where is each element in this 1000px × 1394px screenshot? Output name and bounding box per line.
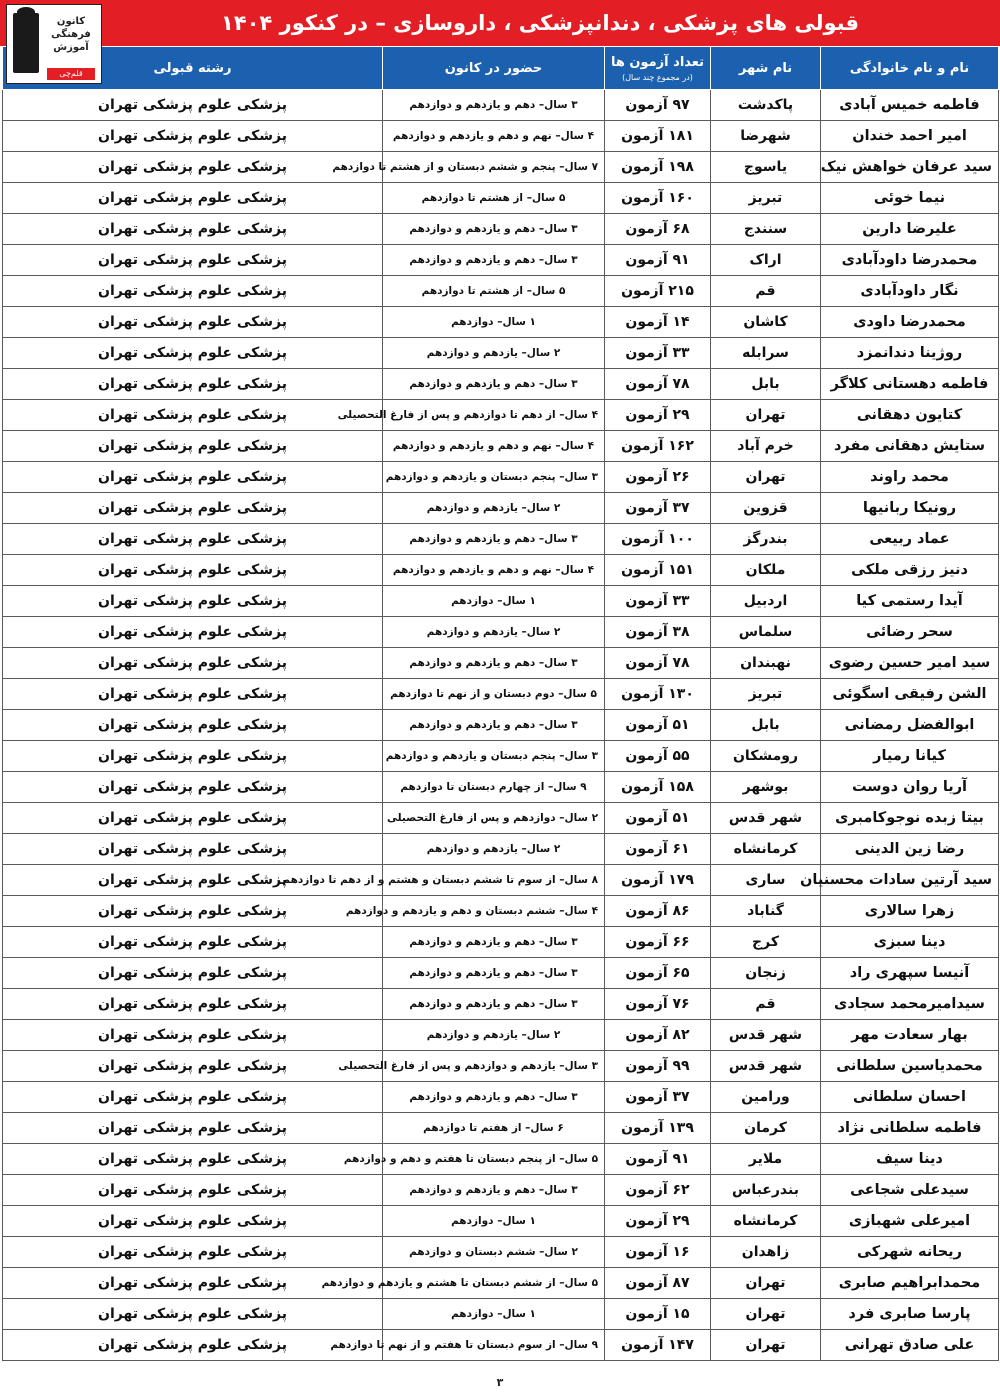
cell-accepted-field: پزشکی علوم پزشکی تهران (3, 369, 383, 400)
cell-exam-count: ۱۶۲ آزمون (605, 431, 711, 462)
cell-accepted-field: پزشکی علوم پزشکی تهران (3, 152, 383, 183)
cell-city: تبریز (711, 183, 821, 214)
cell-name: رضا زین الدینی (821, 834, 999, 865)
cell-exam-count: ۱۵۱ آزمون (605, 555, 711, 586)
table-row (3, 90, 999, 121)
cell-exam-count: ۹۹ آزمون (605, 1051, 711, 1082)
cell-name: کیانا رمیار (821, 741, 999, 772)
table-row (3, 586, 999, 617)
cell-accepted-field: پزشکی علوم پزشکی تهران (3, 338, 383, 369)
cell-accepted-field: پزشکی علوم پزشکی تهران (3, 307, 383, 338)
cell-accepted-field: پزشکی علوم پزشکی تهران (3, 586, 383, 617)
cell-exam-count: ۵۱ آزمون (605, 803, 711, 834)
cell-presence: ۲ سال– دوازدهم و پس از فارغ التحصیلی (383, 803, 605, 834)
cell-accepted-field: پزشکی علوم پزشکی تهران (3, 183, 383, 214)
cell-accepted-field: پزشکی علوم پزشکی تهران (3, 245, 383, 276)
cell-city: قزوین (711, 493, 821, 524)
cell-exam-count: ۱۳۰ آزمون (605, 679, 711, 710)
table-row (3, 865, 999, 896)
cell-accepted-field: پزشکی علوم پزشکی تهران (3, 462, 383, 493)
cell-accepted-field: پزشکی علوم پزشکی تهران (3, 214, 383, 245)
cell-city: بوشهر (711, 772, 821, 803)
cell-name: آیدا رستمی کیا (821, 586, 999, 617)
kanoon-logo (6, 4, 102, 84)
cell-exam-count: ۲۱۵ آزمون (605, 276, 711, 307)
cell-name: نیما خوئی (821, 183, 999, 214)
cell-city: بابل (711, 369, 821, 400)
table-header-row (3, 47, 999, 90)
cell-city: ورامین (711, 1082, 821, 1113)
table-row (3, 1330, 999, 1361)
cell-name: سیدعلی شجاعی (821, 1175, 999, 1206)
cell-city: کرمان (711, 1113, 821, 1144)
cell-presence: ۳ سال– دهم و یازدهم و دوازدهم (383, 90, 605, 121)
cell-accepted-field: پزشکی علوم پزشکی تهران (3, 1113, 383, 1144)
cell-name: فاطمه سلطانی نژاد (821, 1113, 999, 1144)
cell-presence: ۴ سال– از دهم تا دوازدهم و پس از فارغ التحصیلی (383, 400, 605, 431)
cell-presence: ۳ سال– دهم و یازدهم و دوازدهم (383, 958, 605, 989)
cell-exam-count: ۳۸ آزمون (605, 617, 711, 648)
cell-accepted-field: پزشکی علوم پزشکی تهران (3, 493, 383, 524)
cell-name: کتایون دهقانی (821, 400, 999, 431)
cell-city: زنجان (711, 958, 821, 989)
cell-name: آنیسا سپهری راد (821, 958, 999, 989)
cell-accepted-field: پزشکی علوم پزشکی تهران (3, 1206, 383, 1237)
cell-presence: ۴ سال– نهم و دهم و یازدهم و دوازدهم (383, 431, 605, 462)
table-row (3, 400, 999, 431)
cell-city: یاسوج (711, 152, 821, 183)
cell-exam-count: ۱۹۸ آزمون (605, 152, 711, 183)
table-row (3, 617, 999, 648)
cell-accepted-field: پزشکی علوم پزشکی تهران (3, 90, 383, 121)
cell-name: محمدیاسین سلطانی (821, 1051, 999, 1082)
cell-exam-count: ۱۷۹ آزمون (605, 865, 711, 896)
cell-exam-count: ۲۹ آزمون (605, 400, 711, 431)
cell-presence: ۳ سال– دهم و یازدهم و دوازدهم (383, 927, 605, 958)
cell-city: خرم آباد (711, 431, 821, 462)
column-header-name: نام و نام خانوادگی (821, 47, 999, 90)
cell-exam-count: ۱۸۱ آزمون (605, 121, 711, 152)
cell-exam-count: ۹۷ آزمون (605, 90, 711, 121)
table-row (3, 1020, 999, 1051)
cell-name: بهار سعادت مهر (821, 1020, 999, 1051)
cell-exam-count: ۸۷ آزمون (605, 1268, 711, 1299)
cell-city: گناباد (711, 896, 821, 927)
table-row (3, 462, 999, 493)
cell-exam-count: ۳۳ آزمون (605, 338, 711, 369)
cell-presence: ۱ سال– دوازدهم (383, 586, 605, 617)
cell-name: ریحانه شهرکی (821, 1237, 999, 1268)
table-row (3, 772, 999, 803)
cell-exam-count: ۱۴۷ آزمون (605, 1330, 711, 1361)
cell-accepted-field: پزشکی علوم پزشکی تهران (3, 555, 383, 586)
cell-city: شهر قدس (711, 1020, 821, 1051)
cell-city: زاهدان (711, 1237, 821, 1268)
table-row (3, 679, 999, 710)
table-row (3, 1113, 999, 1144)
cell-name: رونیکا ربانیها (821, 493, 999, 524)
cell-presence: ۸ سال– از سوم تا ششم دبستان و هشتم و از دهم تا دوازدهم (383, 865, 605, 896)
cell-name: سید عرفان خواهش نیک (821, 152, 999, 183)
cell-city: سلماس (711, 617, 821, 648)
cell-name: ستایش دهقانی مفرد (821, 431, 999, 462)
cell-exam-count: ۶۱ آزمون (605, 834, 711, 865)
cell-name: علیرضا دارین (821, 214, 999, 245)
cell-accepted-field: پزشکی علوم پزشکی تهران (3, 741, 383, 772)
cell-accepted-field: پزشکی علوم پزشکی تهران (3, 958, 383, 989)
table-row (3, 1144, 999, 1175)
cell-presence: ۴ سال– نهم و دهم و یازدهم و دوازدهم (383, 555, 605, 586)
cell-name: فاطمه دهستانی کلاگر (821, 369, 999, 400)
cell-name: آریا روان دوست (821, 772, 999, 803)
cell-exam-count: ۳۷ آزمون (605, 493, 711, 524)
cell-name: نگار داودآبادی (821, 276, 999, 307)
table-row (3, 276, 999, 307)
cell-presence: ۵ سال– از پنجم دبستان تا هفتم و دهم و دوازدهم (383, 1144, 605, 1175)
cell-exam-count: ۶۶ آزمون (605, 927, 711, 958)
cell-exam-count: ۱۶۰ آزمون (605, 183, 711, 214)
cell-accepted-field: پزشکی علوم پزشکی تهران (3, 710, 383, 741)
table-row (3, 431, 999, 462)
column-header-city: نام شهر (711, 47, 821, 90)
cell-presence: ۱ سال– دوازدهم (383, 1299, 605, 1330)
cell-city: کاشان (711, 307, 821, 338)
cell-presence: ۷ سال– پنجم و ششم دبستان و از هشتم تا دوازدهم (383, 152, 605, 183)
cell-city: تهران (711, 1330, 821, 1361)
table-row (3, 834, 999, 865)
table-row (3, 803, 999, 834)
cell-presence: ۹ سال– از چهارم دبستان تا دوازدهم (383, 772, 605, 803)
cell-city: تبریز (711, 679, 821, 710)
cell-accepted-field: پزشکی علوم پزشکی تهران (3, 1020, 383, 1051)
table-row (3, 307, 999, 338)
cell-presence: ۴ سال– نهم و دهم و یازدهم و دوازدهم (383, 121, 605, 152)
cell-city: نهبندان (711, 648, 821, 679)
cell-city: پاکدشت (711, 90, 821, 121)
cell-accepted-field: پزشکی علوم پزشکی تهران (3, 524, 383, 555)
cell-name: سیدامیرمحمد سجادی (821, 989, 999, 1020)
table-row (3, 1175, 999, 1206)
cell-presence: ۲ سال– یازدهم و دوازدهم (383, 617, 605, 648)
table-body (3, 90, 999, 1361)
cell-accepted-field: پزشکی علوم پزشکی تهران (3, 772, 383, 803)
cell-name: امیر احمد خندان (821, 121, 999, 152)
cell-accepted-field: پزشکی علوم پزشکی تهران (3, 1299, 383, 1330)
column-header-field: رشته قبولی (3, 47, 383, 90)
page-number: ۳ (496, 1376, 504, 1389)
table-row (3, 1299, 999, 1330)
cell-city: شهر قدس (711, 1051, 821, 1082)
table-row (3, 121, 999, 152)
cell-city: کرمانشاه (711, 834, 821, 865)
cell-name: علی صادق تهرانی (821, 1330, 999, 1361)
cell-name: سید امیر حسین رضوی (821, 648, 999, 679)
table-row (3, 493, 999, 524)
cell-exam-count: ۲۶ آزمون (605, 462, 711, 493)
table-row (3, 927, 999, 958)
table-row (3, 338, 999, 369)
cell-presence: ۵ سال– از هشتم تا دوازدهم (383, 183, 605, 214)
cell-city: شهر قدس (711, 803, 821, 834)
cell-exam-count: ۶۵ آزمون (605, 958, 711, 989)
title-banner (0, 0, 1000, 46)
cell-presence: ۳ سال– دهم و یازدهم و دوازدهم (383, 214, 605, 245)
cell-city: ساری (711, 865, 821, 896)
table-row (3, 710, 999, 741)
cell-name: محمدابراهیم صابری (821, 1268, 999, 1299)
cell-accepted-field: پزشکی علوم پزشکی تهران (3, 648, 383, 679)
cell-presence: ۵ سال– از ششم دبستان تا هشتم و یازدهم و دوازدهم (383, 1268, 605, 1299)
cell-city: ملایر (711, 1144, 821, 1175)
results-table (2, 46, 999, 1361)
cell-name: روژینا دندانمزد (821, 338, 999, 369)
cell-city: کرج (711, 927, 821, 958)
cell-accepted-field: پزشکی علوم پزشکی تهران (3, 927, 383, 958)
cell-name: دینا سیف (821, 1144, 999, 1175)
table-row (3, 214, 999, 245)
cell-city: تهران (711, 400, 821, 431)
cell-exam-count: ۳۳ آزمون (605, 586, 711, 617)
table-row (3, 1206, 999, 1237)
table-row (3, 183, 999, 214)
cell-exam-count: ۲۹ آزمون (605, 1206, 711, 1237)
table-row (3, 1051, 999, 1082)
cell-presence: ۳ سال– دهم و یازدهم و دوازدهم (383, 710, 605, 741)
cell-name: زهرا سالاری (821, 896, 999, 927)
table-row (3, 245, 999, 276)
cell-name: ابوالفضل رمضانی (821, 710, 999, 741)
cell-exam-count: ۹۱ آزمون (605, 245, 711, 276)
cell-city: تهران (711, 1299, 821, 1330)
cell-name: سید آرتین سادات محسنیان (821, 865, 999, 896)
cell-presence: ۳ سال– دهم و یازدهم و دوازدهم (383, 1082, 605, 1113)
cell-exam-count: ۹۱ آزمون (605, 1144, 711, 1175)
page-title: قبولی های پزشکی ، دندانپزشکی ، داروسازی – در کنکور ۱۴۰۴ (221, 11, 859, 35)
table-row (3, 958, 999, 989)
cell-presence: ۹ سال– از سوم دبستان تا هفتم و از نهم تا دوازدهم (383, 1330, 605, 1361)
graduate-icon (13, 13, 39, 73)
cell-name: محمدرضا داودآبادی (821, 245, 999, 276)
cell-presence: ۲ سال– یازدهم و دوازدهم (383, 338, 605, 369)
table-row (3, 648, 999, 679)
table-row (3, 369, 999, 400)
cell-city: اراک (711, 245, 821, 276)
cell-exam-count: ۱۵ آزمون (605, 1299, 711, 1330)
cell-name: محمدرضا داودی (821, 307, 999, 338)
cell-exam-count: ۷۶ آزمون (605, 989, 711, 1020)
cell-city: اردبیل (711, 586, 821, 617)
cell-exam-count: ۳۷ آزمون (605, 1082, 711, 1113)
cell-accepted-field: پزشکی علوم پزشکی تهران (3, 989, 383, 1020)
table-row (3, 1082, 999, 1113)
column-header-count-sub: (در مجموع چند سال) (622, 72, 693, 82)
cell-city: رومشکان (711, 741, 821, 772)
column-header-presence: حضور در کانون (383, 47, 605, 90)
cell-presence: ۳ سال– دهم و یازدهم و دوازدهم (383, 524, 605, 555)
cell-city: کرمانشاه (711, 1206, 821, 1237)
cell-exam-count: ۶۲ آزمون (605, 1175, 711, 1206)
cell-name: الشن رفیقی اسگوئی (821, 679, 999, 710)
cell-presence: ۲ سال– یازدهم و دوازدهم (383, 1020, 605, 1051)
cell-presence: ۲ سال– یازدهم و دوازدهم (383, 493, 605, 524)
cell-accepted-field: پزشکی علوم پزشکی تهران (3, 679, 383, 710)
cell-presence: ۳ سال– پنجم دبستان و یازدهم و دوازدهم (383, 741, 605, 772)
cell-accepted-field: پزشکی علوم پزشکی تهران (3, 865, 383, 896)
cell-accepted-field: پزشکی علوم پزشکی تهران (3, 1175, 383, 1206)
cell-name: پارسا صابری فرد (821, 1299, 999, 1330)
cell-presence: ۶ سال– از هفتم تا دوازدهم (383, 1113, 605, 1144)
cell-accepted-field: پزشکی علوم پزشکی تهران (3, 276, 383, 307)
cell-name: دینا سبزی (821, 927, 999, 958)
cell-city: بندرعباس (711, 1175, 821, 1206)
cell-presence: ۱ سال– دوازدهم (383, 307, 605, 338)
cell-name: عماد ربیعی (821, 524, 999, 555)
cell-city: تهران (711, 1268, 821, 1299)
cell-city: بابل (711, 710, 821, 741)
logo-tag: قلم‌چی (47, 68, 95, 80)
table-row (3, 524, 999, 555)
cell-city: قم (711, 276, 821, 307)
cell-presence: ۳ سال– یازدهم و دوازدهم و پس از فارغ التحصیلی (383, 1051, 605, 1082)
cell-city: بندرگز (711, 524, 821, 555)
cell-city: سرابله (711, 338, 821, 369)
cell-presence: ۲ سال– یازدهم و دوازدهم (383, 834, 605, 865)
table-row (3, 896, 999, 927)
cell-name: احسان سلطانی (821, 1082, 999, 1113)
cell-city: تهران (711, 462, 821, 493)
table-row (3, 741, 999, 772)
cell-name: محمد راوند (821, 462, 999, 493)
table-row (3, 1268, 999, 1299)
cell-presence: ۳ سال– دهم و یازدهم و دوازدهم (383, 369, 605, 400)
cell-presence: ۳ سال– دهم و یازدهم و دوازدهم (383, 989, 605, 1020)
cell-presence: ۱ سال– دوازدهم (383, 1206, 605, 1237)
cell-exam-count: ۱۵۸ آزمون (605, 772, 711, 803)
cell-accepted-field: پزشکی علوم پزشکی تهران (3, 1051, 383, 1082)
cell-presence: ۲ سال– ششم دبستان و دوازدهم (383, 1237, 605, 1268)
logo-text: کانون فرهنگی آموزش (51, 16, 91, 53)
cell-accepted-field: پزشکی علوم پزشکی تهران (3, 1330, 383, 1361)
cell-exam-count: ۶۸ آزمون (605, 214, 711, 245)
cell-accepted-field: پزشکی علوم پزشکی تهران (3, 121, 383, 152)
cell-accepted-field: پزشکی علوم پزشکی تهران (3, 1144, 383, 1175)
cell-exam-count: ۱۰۰ آزمون (605, 524, 711, 555)
cell-accepted-field: پزشکی علوم پزشکی تهران (3, 896, 383, 927)
cell-presence: ۴ سال– ششم دبستان و دهم و یازدهم و دوازدهم (383, 896, 605, 927)
cell-name: دنیز رزقی ملکی (821, 555, 999, 586)
cell-accepted-field: پزشکی علوم پزشکی تهران (3, 617, 383, 648)
cell-accepted-field: پزشکی علوم پزشکی تهران (3, 1268, 383, 1299)
cell-accepted-field: پزشکی علوم پزشکی تهران (3, 834, 383, 865)
cell-city: قم (711, 989, 821, 1020)
cell-exam-count: ۱۴ آزمون (605, 307, 711, 338)
column-header-count: تعداد آزمون ها (در مجموع چند سال) (605, 47, 711, 90)
cell-name: بیتا زبده نوجوکامبری (821, 803, 999, 834)
cell-accepted-field: پزشکی علوم پزشکی تهران (3, 1082, 383, 1113)
table-row (3, 989, 999, 1020)
cell-accepted-field: پزشکی علوم پزشکی تهران (3, 431, 383, 462)
cell-accepted-field: پزشکی علوم پزشکی تهران (3, 803, 383, 834)
cell-name: امیرعلی شهبازی (821, 1206, 999, 1237)
table-row (3, 1237, 999, 1268)
cell-exam-count: ۱۳۹ آزمون (605, 1113, 711, 1144)
table-row (3, 152, 999, 183)
table-row (3, 555, 999, 586)
cell-city: سنندج (711, 214, 821, 245)
cell-presence: ۳ سال– دهم و یازدهم و دوازدهم (383, 648, 605, 679)
cell-presence: ۵ سال– از هشتم تا دوازدهم (383, 276, 605, 307)
cell-name: فاطمه خمیس آبادی (821, 90, 999, 121)
cell-exam-count: ۱۶ آزمون (605, 1237, 711, 1268)
cell-presence: ۳ سال– پنجم دبستان و یازدهم و دوازدهم (383, 462, 605, 493)
cell-presence: ۵ سال– دوم دبستان و از نهم تا دوازدهم (383, 679, 605, 710)
cell-exam-count: ۵۱ آزمون (605, 710, 711, 741)
cell-city: ملکان (711, 555, 821, 586)
cell-exam-count: ۸۶ آزمون (605, 896, 711, 927)
cell-exam-count: ۵۵ آزمون (605, 741, 711, 772)
cell-accepted-field: پزشکی علوم پزشکی تهران (3, 1237, 383, 1268)
cell-presence: ۳ سال– دهم و یازدهم و دوازدهم (383, 1175, 605, 1206)
cell-exam-count: ۸۲ آزمون (605, 1020, 711, 1051)
cell-exam-count: ۷۸ آزمون (605, 369, 711, 400)
cell-name: سحر رضائی (821, 617, 999, 648)
cell-exam-count: ۷۸ آزمون (605, 648, 711, 679)
cell-presence: ۳ سال– دهم و یازدهم و دوازدهم (383, 245, 605, 276)
cell-city: شهرضا (711, 121, 821, 152)
cell-accepted-field: پزشکی علوم پزشکی تهران (3, 400, 383, 431)
